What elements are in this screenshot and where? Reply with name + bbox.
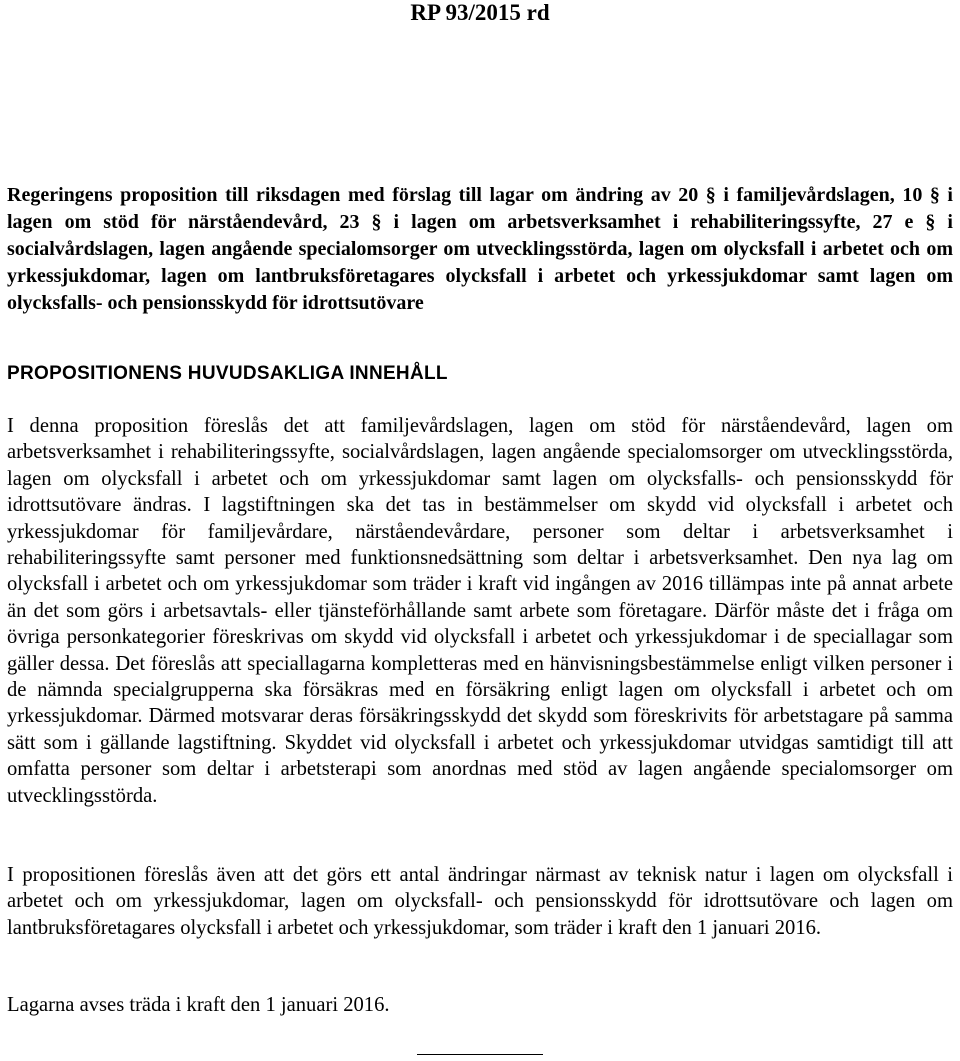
- end-rule-divider: [417, 1054, 543, 1055]
- summary-paragraph-1: I denna proposition föreslås det att familjevårdslagen, lagen om stöd för närståendevård, lagen om arbetsverksamhet i rehabiliteringssyfte, socialvårdslagen, lagen angående specialomsorger om utvecklingsstörda, lagen om olycksfall i arbetet och om yrkessjukdomar samt lagen om olycksfalls- och pensionsskydd för idrottsutövare ändras. I lagstiftningen ska det tas in bestämmelser om skydd vid olycksfall i arbetet och yrkessjukdomar för familjevårdare, närståendevårdare, personer som deltar i arbetsverksamhet i rehabiliteringssyfte samt personer med funktionsnedsättning som deltar i arbetsverksamhet. Den nya lag om olycksfall i arbetet och om yrkessjukdomar som träder i kraft vid ingången av 2016 tillämpas inte på annat arbete än det som görs i arbetsavtals- eller tjänsteförhållande samt arbete som företagare. Därför måste det i fråga om övriga personkategorier föreskrivas om skydd vid olycksfall i arbetet och yrkessjukdomar i de speciallagar som gäller dessa. Det föreslås att speciallagarna kompletteras med en hänvisningsbestämmelse enligt vilken personer i de nämnda specialgrupperna ska försäkras med en försäkring enligt lagen om olycksfall i arbetet och om yrkessjukdomar. Därmed motsvarar deras försäkringsskydd det skydd som föreskrivits för arbetstagare på samma sätt som i gällande lagstiftning. Skyddet vid olycksfall i arbetet och yrkessjukdomar utvidgas samtidigt till att omfatta personer som deltar i arbetsterapi som anordnas med stöd av lagen angående specialomsorger om utvecklingsstörda.: [7, 415, 953, 807]
- section-heading: PROPOSITIONENS HUVUDSAKLIGA INNEHÅLL: [7, 363, 448, 384]
- document-id: RP 93/2015 rd: [410, 0, 550, 25]
- proposition-title: Regeringens proposition till riksdagen med förslag till lagar om ändring av 20 § i familjevårdslagen, 10 § i lagen om stöd för närståendevård, 23 § i lagen om arbetsverksamhet i rehabiliteringssyfte, 27 e § i socialvårdslagen, lagen angående specialomsorger om utvecklingsstörda, lagen om olycksfall i arbetet och om yrkessjukdomar, lagen om lantbruksföretagares olycksfall i arbetet och yrkessjukdomar samt lagen om olycksfalls- och pensionsskydd för idrottsutövare: [7, 184, 953, 314]
- summary-paragraph-2: I propositionen föreslås även att det görs ett antal ändringar närmast av teknisk natur i lagen om olycksfall i arbetet och om yrkessjukdomar, lagen om olycksfall- och pensionsskydd för idrottsutövare och lagen om lantbruksföretagares olycksfall i arbetet och yrkessjukdomar, som träder i kraft den 1 januari 2016.: [7, 864, 953, 939]
- summary-paragraph-3: Lagarna avses träda i kraft den 1 januari 2016.: [7, 994, 390, 1016]
